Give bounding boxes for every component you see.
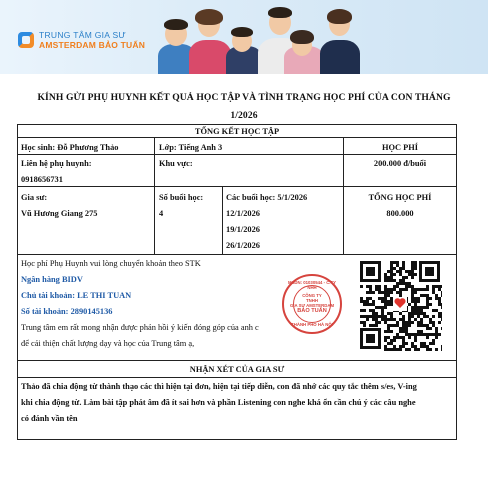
stamp-line: GIA SƯ AMSTERDAM (289, 303, 335, 308)
review-text-line3: có đánh vần tên (21, 414, 78, 423)
stamp-line: CÔNG TY (302, 293, 322, 298)
parent-contact-label: Liên hệ phụ huynh: (21, 159, 92, 168)
fee-per-session: 200.000 đ/buổi (373, 159, 427, 168)
parent-phone: 0918656731 (21, 175, 63, 184)
payment-qr-code (358, 259, 442, 351)
logo-icon (18, 32, 34, 48)
total-fee-value: 800.000 (386, 209, 414, 218)
page-title-month: 1/2026 (230, 110, 258, 121)
company-stamp (282, 274, 342, 334)
page-title: KÍNH GỬI PHỤ HUYNH KẾT QUẢ HỌC TẬP VÀ TÌNH TRẠNG HỌC PHÍ CỦA CON THÁNG (37, 92, 451, 103)
report-header: TỔNG KẾT HỌC TẬP (194, 127, 280, 136)
session-date: 19/1/2026 (226, 225, 260, 234)
payment-instruction: Học phí Phụ Huynh vui lòng chuyển khoản theo STK (21, 259, 201, 268)
session-date: 26/1/2026 (226, 241, 260, 250)
header-banner (0, 0, 488, 74)
account-holder: Chủ tài khoản: LE THI TUAN (21, 291, 132, 300)
account-number: Số tài khoản: 2890145136 (21, 307, 113, 316)
review-text-line2: khi chia động từ. Làm bài tập phát âm đã ít sai hơn và phần Listening con nghe khá ổn cần chú ý các câu nghe (21, 398, 416, 407)
total-fee-label: TỔNG HỌC PHÍ (368, 193, 432, 202)
session-date: 12/1/2026 (226, 209, 260, 218)
area-label: Khu vực: (159, 159, 193, 168)
session-dates-label: Các buổi học: 5/1/2026 (226, 193, 308, 202)
center-logo (18, 30, 145, 50)
sessions-label: Số buổi học: (159, 193, 204, 202)
logo-line2: AMSTERDAM BẢO TUẤN (39, 40, 146, 50)
stamp-top-text: MSDN: 01030544 - C.TY NHH (287, 280, 336, 290)
review-header: NHẬN XÉT CỦA GIA SƯ (189, 365, 285, 374)
sessions-count: 4 (159, 209, 164, 218)
bank-name: Ngân hàng BIDV (21, 275, 83, 284)
stamp-line: BẢO TUẤN (297, 308, 327, 314)
feedback-request-cont: để cải thiện chất lượng dạy và học của Trung tâm ạ, (21, 339, 195, 348)
tutor-name: Vũ Hương Giang 275 (21, 209, 98, 218)
fee-header: HỌC PHÍ (381, 143, 419, 152)
review-text-line1: Thảo đã chia động từ thành thạo các thì hiện tại đơn, hiện tại tiếp diễn, con đã nhớ các quy tắc thêm s/es, V-ing (21, 382, 417, 391)
stamp-bottom-text: THÀNH PHỐ HÀ NỘI (291, 322, 333, 327)
tutor-label: Gia sư: (21, 193, 48, 202)
feedback-request: Trung tâm em rất mong nhận được phản hồi ý kiến đóng góp của anh c (21, 323, 259, 332)
class-name: Lớp: Tiếng Anh 3 (159, 143, 223, 152)
stamp-line: TNHH (306, 298, 318, 303)
logo-line1: TRUNG TÂM GIA SƯ (39, 30, 126, 40)
student-name: Học sinh: Đỗ Phương Thảo (21, 143, 119, 152)
